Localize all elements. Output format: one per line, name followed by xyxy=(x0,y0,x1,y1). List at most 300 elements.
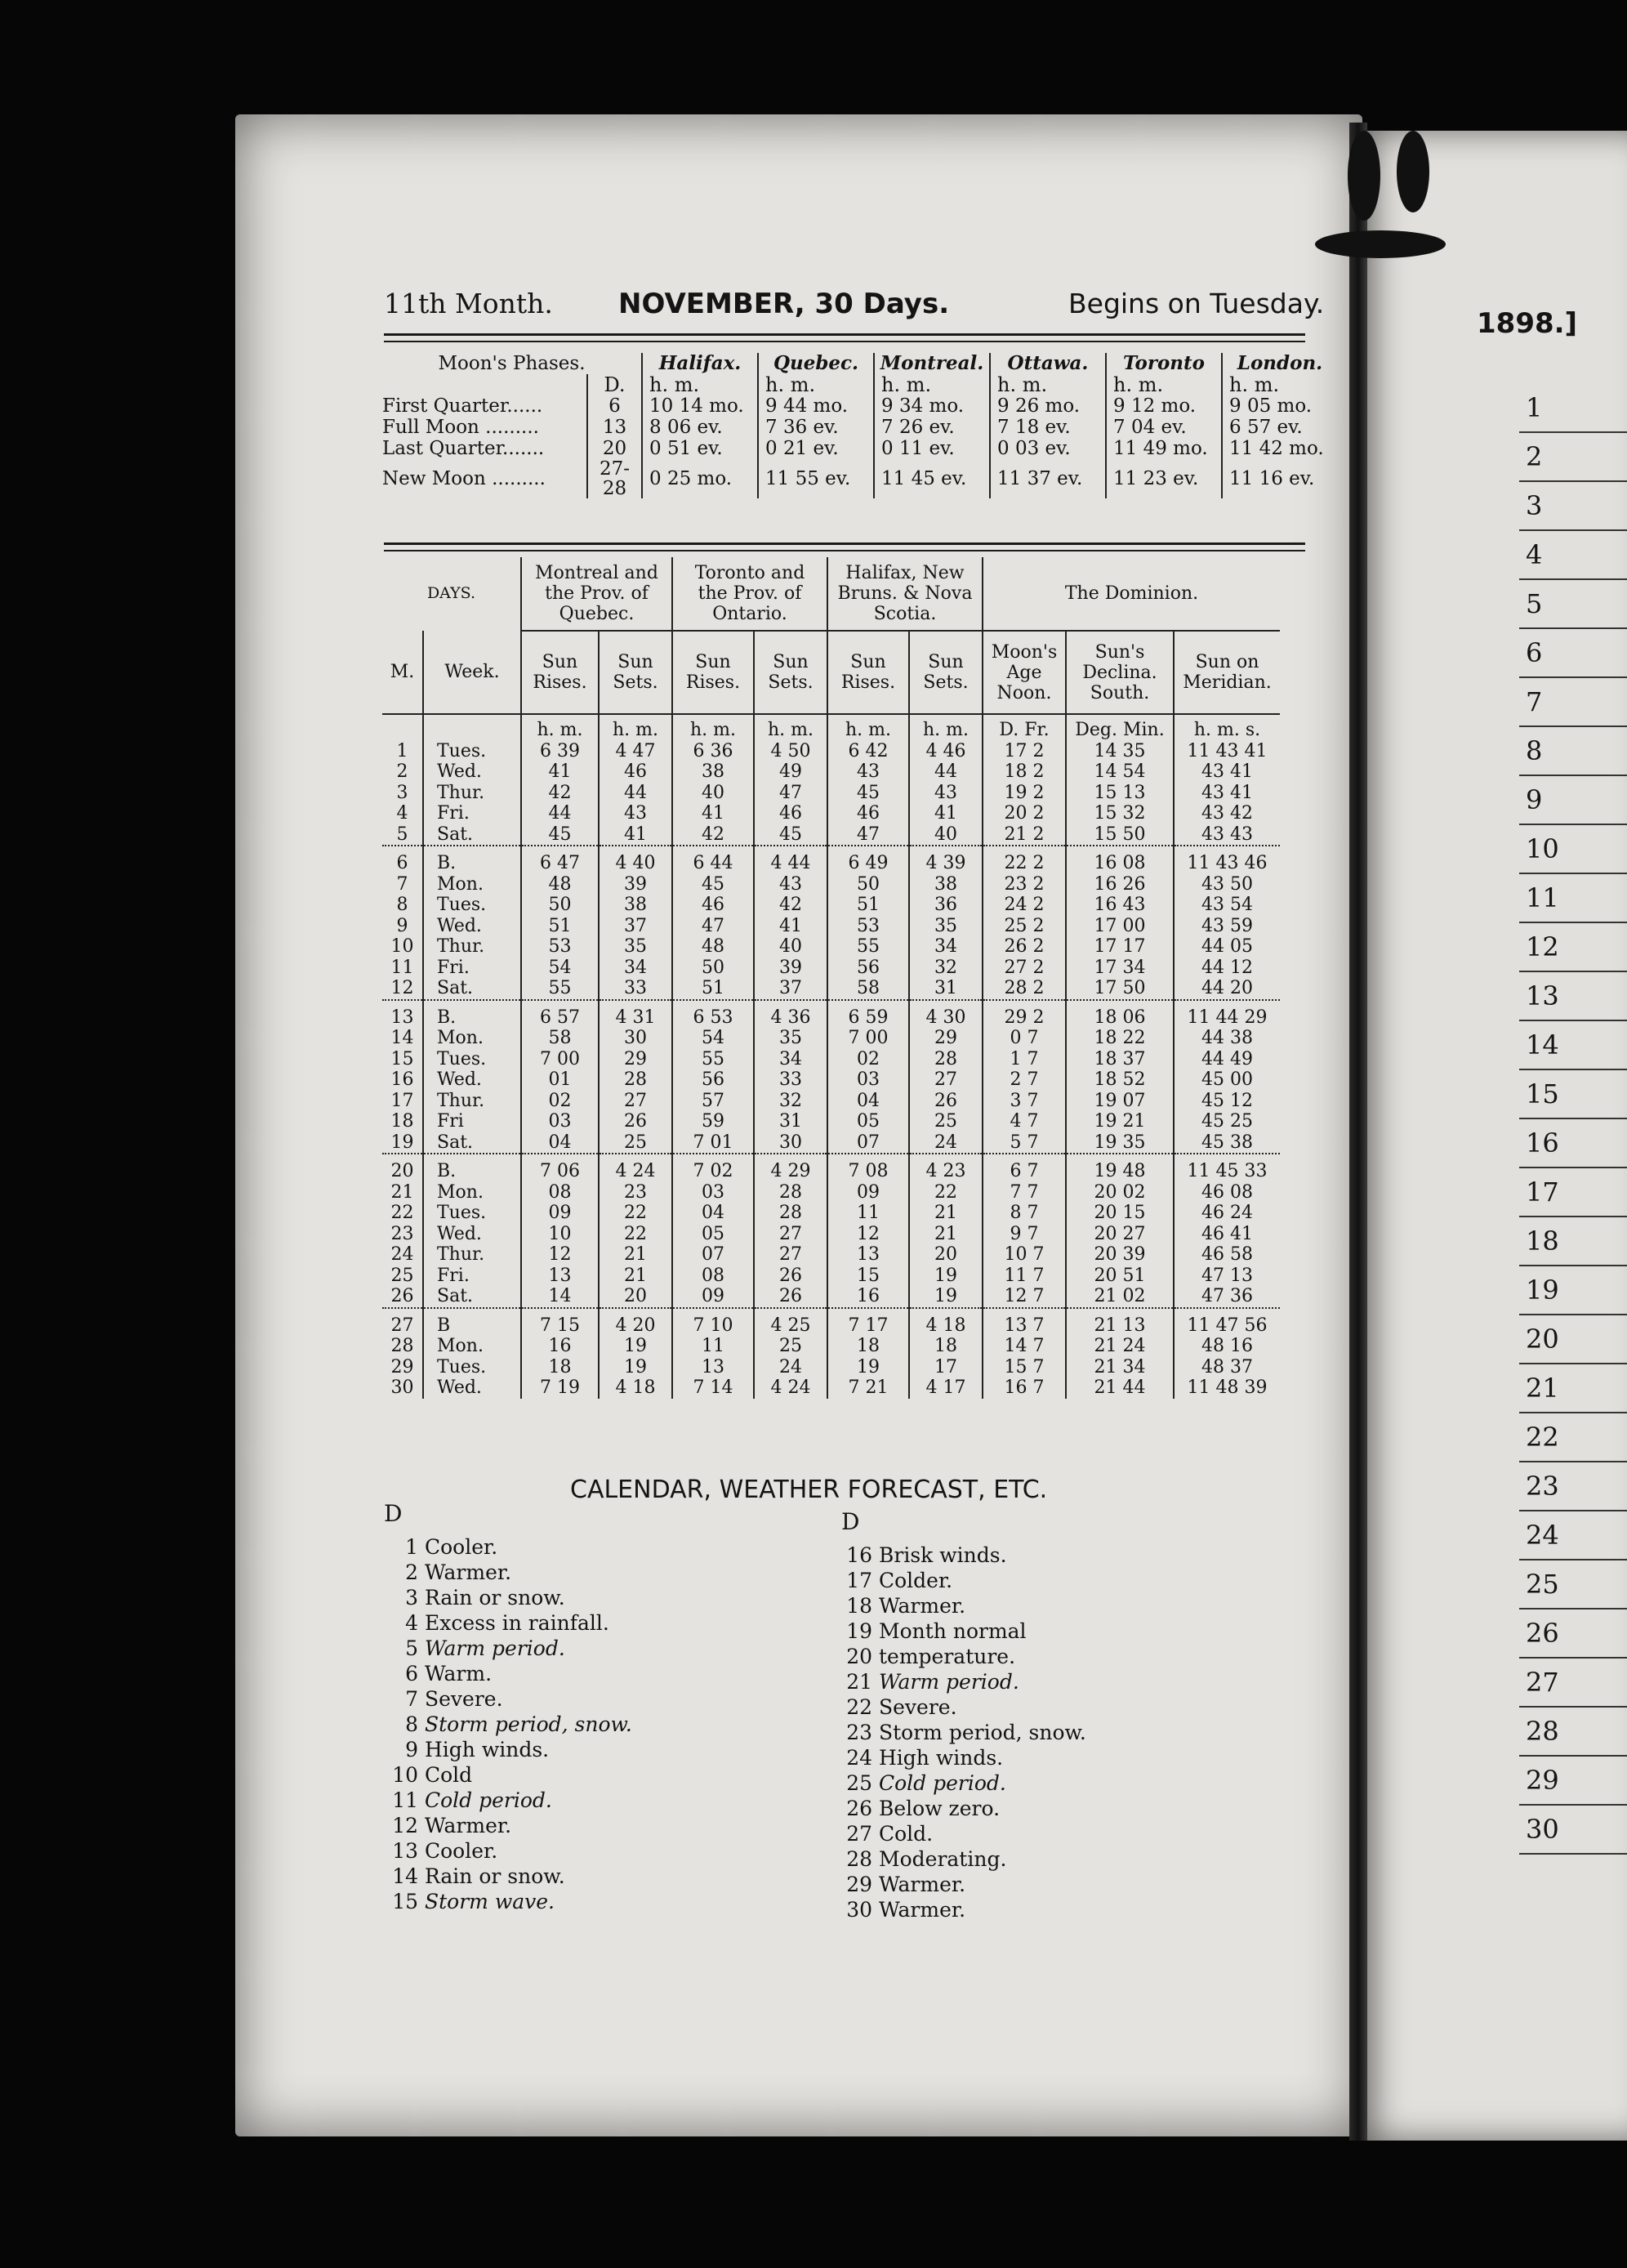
table-cell: 11 43 46 xyxy=(1174,846,1280,874)
table-cell: 56 xyxy=(672,1069,754,1091)
table-cell: 6 36 xyxy=(672,741,754,762)
forecast-text: Cold. xyxy=(879,1822,934,1846)
table-cell: 5 xyxy=(396,824,408,845)
forecast-text: Cold period. xyxy=(425,1788,552,1812)
table-cell: 46 41 xyxy=(1174,1224,1280,1245)
table-cell: 18 xyxy=(521,1357,599,1378)
facing-day-number: 25 xyxy=(1519,1560,1627,1609)
facing-day-number: 18 xyxy=(1519,1217,1627,1266)
table-cell: 01 xyxy=(521,1069,599,1091)
phase-time: 10 14 mo. xyxy=(642,395,758,417)
table-cell: 50 xyxy=(827,874,909,895)
phases-header-cell: Quebec. xyxy=(758,353,874,374)
rule xyxy=(384,550,1305,551)
phases-units-cell: h. m. xyxy=(758,374,874,395)
phase-time: 11 16 ev. xyxy=(1222,459,1337,498)
forecast-item xyxy=(387,1737,632,1762)
table-cell: 13 xyxy=(521,1266,599,1287)
forecast-day: 16 xyxy=(846,1543,872,1567)
table-cell: Wed. xyxy=(423,1377,521,1399)
table-cell: Mon. xyxy=(423,874,521,895)
table-cell: 6 57 xyxy=(521,1000,599,1029)
table-cell: 10 xyxy=(390,936,414,957)
table-cell: 16 xyxy=(390,1069,414,1090)
phase-name: Last Quarter....... xyxy=(382,438,545,459)
table-cell: 54 xyxy=(521,958,599,979)
forecast-day: 26 xyxy=(846,1797,872,1820)
table-cell: 14 7 xyxy=(983,1336,1066,1357)
table-cell: 24 xyxy=(909,1132,983,1154)
table-cell: 7 01 xyxy=(672,1132,754,1154)
units-cell: Deg. Min. xyxy=(1066,714,1174,741)
table-cell: 51 xyxy=(827,895,909,916)
table-cell: 4 xyxy=(396,803,408,824)
table-cell: 17 50 xyxy=(1066,978,1174,1000)
table-cell: 4 30 xyxy=(909,1000,983,1029)
table-cell: 09 xyxy=(672,1286,754,1308)
units-cell: h. m. s. xyxy=(1174,714,1280,741)
table-cell: 11 44 29 xyxy=(1174,1000,1280,1029)
forecast-title: CALENDAR, WEATHER FORECAST, ETC. xyxy=(570,1476,1048,1504)
table-cell: 23 2 xyxy=(983,874,1066,895)
table-cell: 14 54 xyxy=(1066,761,1174,783)
forecast-day: 1 xyxy=(405,1535,418,1559)
table-cell: 22 xyxy=(390,1203,414,1223)
table-cell: 46 xyxy=(672,895,754,916)
table-cell: 55 xyxy=(672,1049,754,1070)
facing-day-number: 12 xyxy=(1519,923,1627,972)
phases-header-cell: Halifax. xyxy=(642,353,758,374)
table-cell: 04 xyxy=(827,1091,909,1112)
facing-page-day-list xyxy=(1519,384,1627,1855)
facing-day-number: 5 xyxy=(1519,580,1627,629)
table-cell: 38 xyxy=(909,874,983,895)
table-cell: 4 23 xyxy=(909,1154,983,1182)
table-cell: 41 xyxy=(754,916,827,937)
table-cell: 43 41 xyxy=(1174,761,1280,783)
table-cell: 27 2 xyxy=(983,958,1066,979)
forecast-text: Warmer. xyxy=(879,1594,966,1618)
forecast-item xyxy=(841,1846,1086,1872)
table-row xyxy=(382,1336,1280,1357)
table-cell: 03 xyxy=(827,1069,909,1091)
facing-day-number: 10 xyxy=(1519,825,1627,874)
table-cell: 14 xyxy=(390,1028,414,1048)
table-cell: 27 xyxy=(909,1069,983,1091)
ink-blot xyxy=(1348,131,1380,221)
phase-time: 7 36 ev. xyxy=(758,417,874,438)
table-cell: 28 2 xyxy=(983,978,1066,1000)
forecast-day: 6 xyxy=(405,1662,418,1685)
forecast-item xyxy=(387,1534,632,1560)
table-cell: 6 53 xyxy=(672,1000,754,1029)
table-cell: 7 xyxy=(396,873,408,895)
table-cell: 26 xyxy=(390,1286,414,1306)
table-cell: 3 7 xyxy=(983,1091,1066,1112)
table-cell: 12 xyxy=(390,978,414,998)
table-cell: 31 xyxy=(909,978,983,1000)
table-cell: 22 xyxy=(909,1182,983,1203)
table-row xyxy=(382,1224,1280,1245)
table-cell: B xyxy=(423,1308,521,1337)
table-cell: 46 xyxy=(827,803,909,824)
table-cell: 19 xyxy=(390,1132,414,1153)
table-cell: 4 36 xyxy=(754,1000,827,1029)
units-cell xyxy=(382,714,423,741)
forecast-text: Brisk winds. xyxy=(879,1543,1007,1567)
table-row xyxy=(382,1308,1280,1337)
table-cell: 39 xyxy=(599,874,672,895)
table-cell: Tues. xyxy=(423,1203,521,1224)
forecast-day: 20 xyxy=(846,1645,872,1668)
phases-units-cell: h. m. xyxy=(874,374,990,395)
forecast-day: 15 xyxy=(392,1890,418,1913)
book-gutter xyxy=(1349,123,1367,2141)
table-cell: 15 32 xyxy=(1066,803,1174,824)
phases-units-cell: D. xyxy=(587,374,642,395)
table-cell: 44 49 xyxy=(1174,1049,1280,1070)
table-cell: 12 xyxy=(827,1224,909,1245)
table-cell: 08 xyxy=(521,1182,599,1203)
forecast-item xyxy=(387,1788,632,1813)
table-cell: 46 xyxy=(599,761,672,783)
units-cell: h. m. xyxy=(909,714,983,741)
facing-day-number: 19 xyxy=(1519,1266,1627,1315)
table-cell: 48 xyxy=(521,874,599,895)
col-sun-sets: Sun Sets. xyxy=(599,631,672,714)
forecast-item xyxy=(841,1644,1086,1669)
table-row xyxy=(382,1182,1280,1203)
forecast-day: 23 xyxy=(846,1721,872,1744)
units-cell xyxy=(423,714,521,741)
table-cell: 33 xyxy=(599,978,672,1000)
table-cell: 7 19 xyxy=(521,1377,599,1399)
forecast-text: Month normal xyxy=(879,1619,1027,1643)
forecast-text: Warmer. xyxy=(425,1814,512,1837)
table-cell: 15 50 xyxy=(1066,824,1174,846)
table-cell: Mon. xyxy=(423,1182,521,1203)
forecast-day: 5 xyxy=(405,1636,418,1660)
table-cell: 16 43 xyxy=(1066,895,1174,916)
table-cell: Wed. xyxy=(423,1069,521,1091)
forecast-text: Cooler. xyxy=(425,1839,498,1863)
forecast-item xyxy=(387,1889,632,1914)
table-cell: 35 xyxy=(754,1028,827,1049)
table-cell: 21 xyxy=(909,1203,983,1224)
table-cell: 25 xyxy=(599,1132,672,1154)
table-cell: 17 17 xyxy=(1066,936,1174,958)
table-cell: 05 xyxy=(672,1224,754,1245)
table-row xyxy=(382,1111,1280,1132)
forecast-day: 14 xyxy=(392,1864,418,1888)
forecast-item xyxy=(841,1796,1086,1821)
forecast-item xyxy=(841,1872,1086,1897)
table-cell: 24 2 xyxy=(983,895,1066,916)
forecast-item xyxy=(841,1821,1086,1846)
table-cell: 21 44 xyxy=(1066,1377,1174,1399)
table-cell: 4 29 xyxy=(754,1154,827,1182)
phase-time: 11 23 ev. xyxy=(1106,459,1222,498)
forecast-text: Severe. xyxy=(879,1695,957,1719)
facing-day-number: 7 xyxy=(1519,678,1627,727)
table-cell: 28 xyxy=(909,1049,983,1070)
year-label: 1898.] xyxy=(1477,307,1578,340)
table-cell: 45 25 xyxy=(1174,1111,1280,1132)
forecast-item xyxy=(387,1585,632,1610)
table-cell: 34 xyxy=(599,958,672,979)
table-cell: B. xyxy=(423,846,521,874)
table-cell: 24 xyxy=(754,1357,827,1378)
table-cell: 7 00 xyxy=(827,1028,909,1049)
facing-day-number: 21 xyxy=(1519,1364,1627,1413)
table-cell: 26 xyxy=(754,1266,827,1287)
forecast-d-label: D xyxy=(384,1500,403,1527)
table-cell: 16 xyxy=(827,1286,909,1308)
forecast-item xyxy=(387,1813,632,1838)
table-cell: 6 59 xyxy=(827,1000,909,1029)
facing-day-number: 4 xyxy=(1519,531,1627,580)
phase-time: 9 12 mo. xyxy=(1106,395,1222,417)
table-cell: 4 44 xyxy=(754,846,827,874)
table-cell: 20 2 xyxy=(983,803,1066,824)
table-cell: 22 xyxy=(599,1203,672,1224)
table-cell: 58 xyxy=(521,1028,599,1049)
phase-day: 20 xyxy=(587,438,642,459)
table-cell: Tues. xyxy=(423,1357,521,1378)
table-cell: Mon. xyxy=(423,1336,521,1357)
table-cell: 4 50 xyxy=(754,741,827,762)
table-cell: Tues. xyxy=(423,741,521,762)
table-cell: 44 xyxy=(909,761,983,783)
table-cell: 8 7 xyxy=(983,1203,1066,1224)
table-cell: 10 xyxy=(521,1224,599,1245)
table-cell: 53 xyxy=(827,916,909,937)
table-cell: 19 35 xyxy=(1066,1132,1174,1154)
facing-day-number: 20 xyxy=(1519,1315,1627,1364)
table-cell: 6 39 xyxy=(521,741,599,762)
table-cell: 49 xyxy=(754,761,827,783)
table-cell: 21 xyxy=(390,1181,414,1203)
facing-day-number: 9 xyxy=(1519,776,1627,825)
table-cell: 19 21 xyxy=(1066,1111,1174,1132)
table-cell: 28 xyxy=(599,1069,672,1091)
table-row xyxy=(382,1357,1280,1378)
forecast-text: Rain or snow. xyxy=(425,1586,565,1609)
forecast-day: 9 xyxy=(405,1738,418,1761)
phase-time: 8 06 ev. xyxy=(642,417,758,438)
table-cell: 47 36 xyxy=(1174,1286,1280,1308)
table-cell: 29 2 xyxy=(983,1000,1066,1029)
table-cell: 25 2 xyxy=(983,916,1066,937)
table-cell: 44 05 xyxy=(1174,936,1280,958)
forecast-item xyxy=(387,1712,632,1737)
table-cell: Fri. xyxy=(423,958,521,979)
table-cell: 46 xyxy=(754,803,827,824)
table-cell: 11 xyxy=(672,1336,754,1357)
units-cell: h. m. xyxy=(754,714,827,741)
table-cell: 05 xyxy=(827,1111,909,1132)
table-cell: 59 xyxy=(672,1111,754,1132)
forecast-day: 24 xyxy=(846,1746,872,1770)
table-cell: 38 xyxy=(672,761,754,783)
table-cell: 4 7 xyxy=(983,1111,1066,1132)
table-row xyxy=(382,803,1280,824)
group-montreal: Montreal and the Prov. of Quebec. xyxy=(521,557,672,631)
table-cell: 34 xyxy=(754,1049,827,1070)
table-cell: 09 xyxy=(827,1182,909,1203)
forecast-text: Warm period. xyxy=(879,1670,1019,1694)
facing-day-number: 8 xyxy=(1519,727,1627,776)
table-cell: 7 10 xyxy=(672,1308,754,1337)
facing-day-number: 30 xyxy=(1519,1806,1627,1855)
table-cell: 29 xyxy=(390,1356,414,1377)
phases-units-cell: h. m. xyxy=(642,374,758,395)
table-cell: 23 xyxy=(390,1223,414,1244)
table-cell: 11 48 39 xyxy=(1174,1377,1280,1399)
table-units-row xyxy=(382,714,1280,741)
facing-day-number: 11 xyxy=(1519,874,1627,923)
table-cell: 45 xyxy=(521,824,599,846)
forecast-item xyxy=(387,1838,632,1864)
forecast-day: 19 xyxy=(846,1619,872,1643)
table-cell: 55 xyxy=(521,978,599,1000)
table-cell: 14 xyxy=(521,1286,599,1308)
table-cell: 21 xyxy=(909,1224,983,1245)
table-row xyxy=(382,1091,1280,1112)
table-cell: 50 xyxy=(672,958,754,979)
table-cell: 18 52 xyxy=(1066,1069,1174,1091)
forecast-text: Storm period, snow. xyxy=(879,1721,1086,1744)
table-cell: 17 34 xyxy=(1066,958,1174,979)
table-cell: 7 00 xyxy=(521,1049,599,1070)
moon-phases-table xyxy=(382,353,1337,498)
table-cell: 8 xyxy=(396,895,408,915)
facing-day-number: 23 xyxy=(1519,1462,1627,1511)
facing-day-number: 16 xyxy=(1519,1119,1627,1168)
phase-time: 11 45 ev. xyxy=(874,459,990,498)
table-cell: 15 xyxy=(827,1266,909,1287)
phase-time: 7 26 ev. xyxy=(874,417,990,438)
phases-header-cell: Toronto xyxy=(1106,353,1222,374)
table-cell: 18 2 xyxy=(983,761,1066,783)
table-cell: 28 xyxy=(390,1336,414,1356)
table-cell: 38 xyxy=(599,895,672,916)
forecast-item xyxy=(841,1593,1086,1618)
table-cell: 48 37 xyxy=(1174,1357,1280,1378)
table-cell: Fri xyxy=(423,1111,521,1132)
phase-time: 0 51 ev. xyxy=(642,438,758,459)
table-cell: 2 xyxy=(396,761,408,782)
col-m: M. xyxy=(382,631,423,714)
table-cell: 20 51 xyxy=(1066,1266,1174,1287)
forecast-text: Warm. xyxy=(425,1662,493,1685)
forecast-day: 18 xyxy=(846,1594,872,1618)
table-cell: 09 xyxy=(521,1203,599,1224)
table-cell: 42 xyxy=(521,783,599,804)
forecast-text: High winds. xyxy=(425,1738,550,1761)
table-cell: 21 34 xyxy=(1066,1357,1174,1378)
table-cell: 44 12 xyxy=(1174,958,1280,979)
facing-day-number: 24 xyxy=(1519,1511,1627,1560)
table-cell: 21 xyxy=(599,1266,672,1287)
table-cell: 29 xyxy=(599,1049,672,1070)
table-cell: 4 17 xyxy=(909,1377,983,1399)
col-sun-sets: Sun Sets. xyxy=(909,631,983,714)
table-cell: 45 00 xyxy=(1174,1069,1280,1091)
table-cell: 30 xyxy=(390,1377,414,1398)
table-row xyxy=(382,846,1280,874)
table-cell: 37 xyxy=(599,916,672,937)
page-title: NOVEMBER, 30 Days. xyxy=(618,288,950,320)
table-cell: 4 24 xyxy=(599,1154,672,1182)
ink-blot xyxy=(1397,131,1429,212)
table-cell: 55 xyxy=(827,936,909,958)
table-cell: 58 xyxy=(827,978,909,1000)
forecast-text: Storm period, snow. xyxy=(425,1712,632,1736)
table-cell: 45 xyxy=(754,824,827,846)
table-cell: 47 xyxy=(827,824,909,846)
table-row xyxy=(382,1049,1280,1070)
table-cell: 48 16 xyxy=(1174,1336,1280,1357)
forecast-day: 11 xyxy=(392,1788,418,1812)
forecast-day: 13 xyxy=(392,1839,418,1863)
forecast-day: 10 xyxy=(392,1763,418,1787)
forecast-day: 28 xyxy=(846,1847,872,1871)
units-cell: h. m. xyxy=(599,714,672,741)
forecast-text: Warm period. xyxy=(425,1636,565,1660)
table-cell: 19 xyxy=(599,1336,672,1357)
table-cell: Thur. xyxy=(423,1091,521,1112)
table-cell: 18 xyxy=(909,1336,983,1357)
phase-time: 9 34 mo. xyxy=(874,395,990,417)
phases-units-cell: h. m. xyxy=(990,374,1106,395)
forecast-d-label: D xyxy=(841,1508,860,1535)
table-cell: 56 xyxy=(827,958,909,979)
forecast-day: 12 xyxy=(392,1814,418,1837)
table-cell: 18 06 xyxy=(1066,1000,1174,1029)
table-cell: 4 20 xyxy=(599,1308,672,1337)
table-cell: 7 14 xyxy=(672,1377,754,1399)
table-cell: 11 xyxy=(390,957,414,978)
table-cell: 9 xyxy=(396,915,408,936)
group-toronto: Toronto and the Prov. of Ontario. xyxy=(672,557,827,631)
table-cell: 43 50 xyxy=(1174,874,1280,895)
table-cell: 7 08 xyxy=(827,1154,909,1182)
table-cell: Fri. xyxy=(423,803,521,824)
table-cell: 13 xyxy=(672,1357,754,1378)
col-sun-rises: Sun Rises. xyxy=(672,631,754,714)
table-cell: 30 xyxy=(599,1028,672,1049)
table-cell: 47 xyxy=(672,916,754,937)
table-cell: 40 xyxy=(909,824,983,846)
table-cell: 35 xyxy=(909,916,983,937)
table-cell: Sat. xyxy=(423,1132,521,1154)
table-cell: B. xyxy=(423,1154,521,1182)
table-cell: 0 7 xyxy=(983,1028,1066,1049)
table-row xyxy=(382,1028,1280,1049)
table-cell: 15 xyxy=(390,1048,414,1069)
forecast-text: Cold xyxy=(425,1763,473,1787)
table-cell: 24 xyxy=(390,1244,414,1265)
facing-day-number: 17 xyxy=(1519,1168,1627,1217)
table-cell: 20 xyxy=(599,1286,672,1308)
forecast-day: 22 xyxy=(846,1695,872,1719)
table-cell: 7 02 xyxy=(672,1154,754,1182)
table-cell: 20 02 xyxy=(1066,1182,1174,1203)
table-cell: 31 xyxy=(754,1111,827,1132)
table-cell: 7 06 xyxy=(521,1154,599,1182)
forecast-list-left xyxy=(387,1534,632,1914)
